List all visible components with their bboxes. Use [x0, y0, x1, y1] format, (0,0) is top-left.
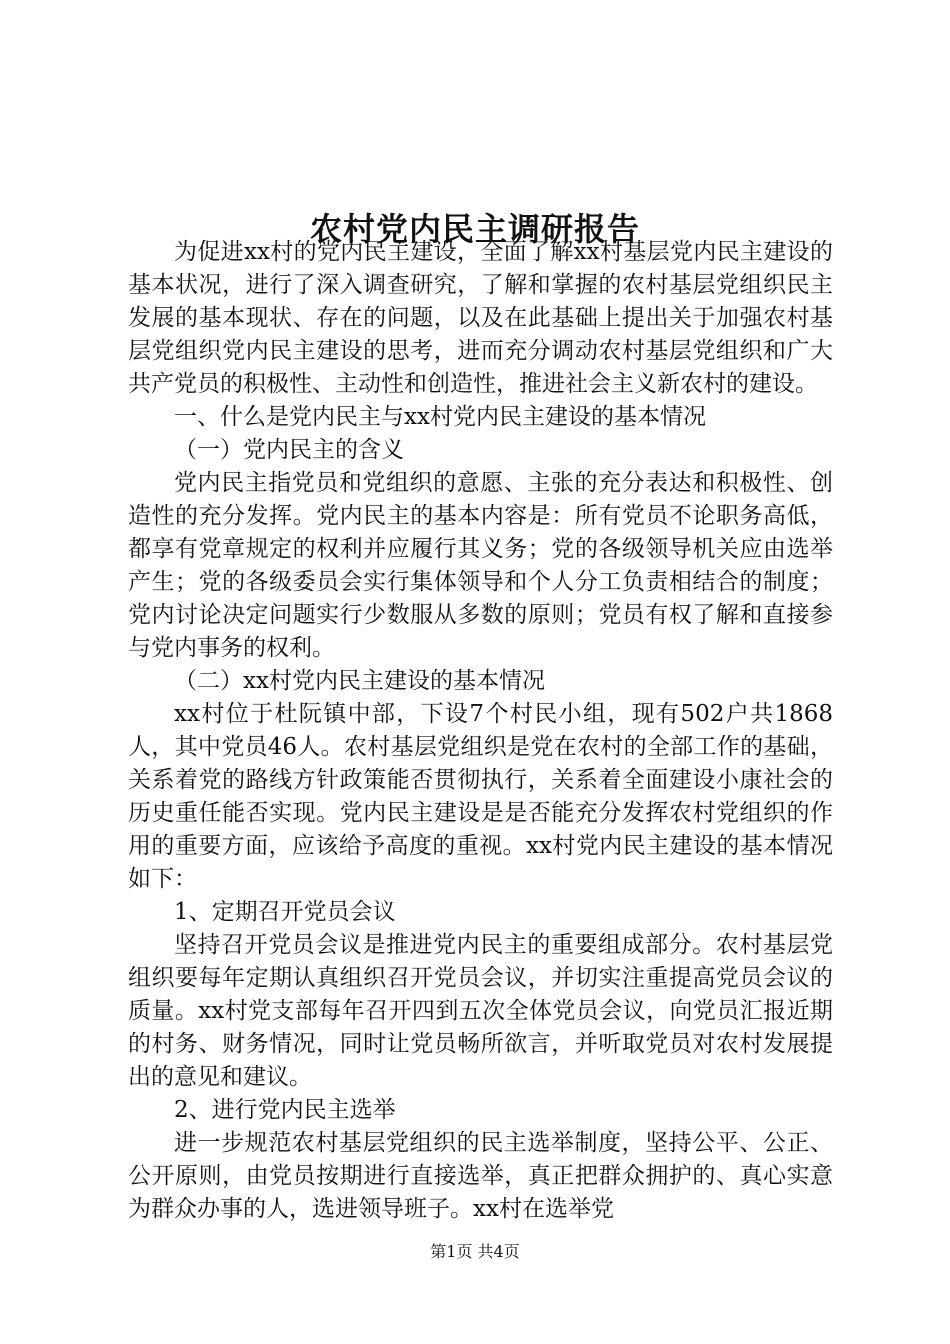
- subsection-heading-1: （一）党内民主的含义: [174, 437, 404, 463]
- document-title: 农村党内民主调研报告: [309, 210, 640, 249]
- paragraph-intro: 为促进xx村的党内民主建设，全面了解xx村基层党内民主建设的基本状况，进行了深入调查研究，了解和掌握的农村基层党组织民主发展的基本现状、存在的问题，以及在此基础上提出关于加强农村基层党组织党内民主建设的思考，进而充分调动农村基层党组织和广大共产党员的积极性、主动性和创造性，推进社会主义新农村的建设。: [128, 239, 833, 397]
- paragraph-elections: 进一步规范农村基层党组织的民主选举制度，坚持公平、公正、公开原则，由党员按期进行直接选举，真正把群众拥护的、真心实意为群众办事的人，选进领导班子。xx村在选举党: [128, 1130, 833, 1222]
- section-heading-1: 一、什么是党内民主与xx村党内民主建设的基本情况: [174, 404, 706, 430]
- paragraph-definition: 党内民主指党员和党组织的意愿、主张的充分表达和积极性、创造性的充分发挥。党内民主的基本内容是：所有党员不论职务高低，都享有党章规定的权利并应履行其义务；党的各级领导机关应由选举产生；党的各级委员会实行集体领导和个人分工负责相结合的制度；党内讨论决定问题实行少数服从多数的原则；党员有权了解和直接参与党内事务的权利。: [128, 470, 833, 661]
- subsection-heading-2: （二）xx村党内民主建设的基本情况: [174, 668, 545, 694]
- item-heading-2: 2、进行党内民主选举: [174, 1097, 396, 1123]
- paragraph-meetings: 坚持召开党员会议是推进党内民主的重要组成部分。农村基层党组织要每年定期认真组织召开党员会议，并切实注重提高党员会议的质量。xx村党支部每年召开四到五次全体党员会议，向党员汇报近期的村务、财务情况，同时让党员畅所欲言，并听取党员对农村发展提出的意见和建议。: [128, 932, 833, 1090]
- paragraph-village-info: xx村位于杜阮镇中部，下设7个村民小组，现有502户共1868人，其中党员46人。农村基层党组织是党在农村的全部工作的基础，关系着党的路线方针政策能否贯彻执行，关系着全面建设小康社会的历史重任能否实现。党内民主建设是是否能充分发挥农村党组织的作用的重要方面，应该给予高度的重视。xx村党内民主建设的基本情况如下：: [128, 701, 833, 892]
- page-footer: 第1页 共4页: [430, 1242, 520, 1261]
- item-heading-1: 1、定期召开党员会议: [174, 899, 396, 925]
- document-body: [128, 236, 833, 1226]
